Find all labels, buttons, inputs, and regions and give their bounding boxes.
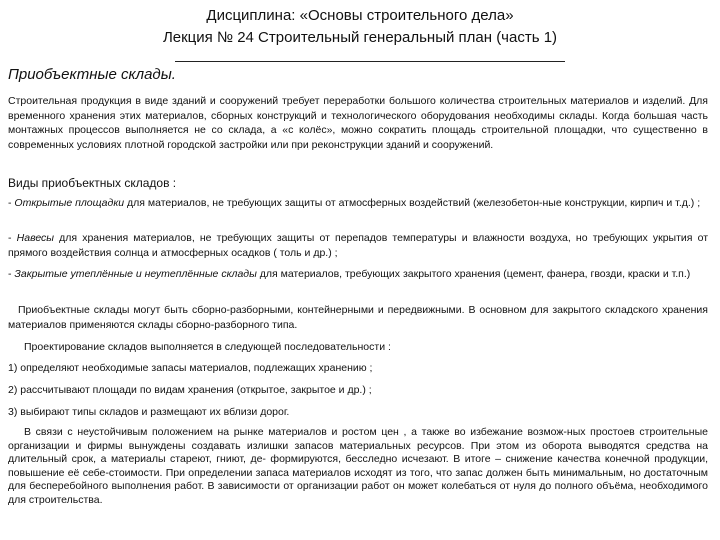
type-item-open xyxy=(8,196,708,211)
type-prefix: - xyxy=(8,232,17,244)
types-heading: Виды приобъектных складов : xyxy=(8,176,177,190)
step-3: 3) выбирают типы складов и размещают их вблизи дорог. xyxy=(8,406,290,418)
type-item-closed xyxy=(8,267,708,282)
type-prefix: - xyxy=(8,268,15,280)
type-term: Открытые площадки xyxy=(14,197,125,209)
type-text: для материалов, требующих закрытого хранения (цемент, фанера, гвозди, краски и т.п.) xyxy=(256,268,691,280)
intro-paragraph: Строительная продукция в виде зданий и сооружений требует переработки большого количества строительных материалов и изделий. Для временного хранения этих материалов, сборных конструкций и технологического оборудования необходимы склады. Когда большая часть монтажных процессов выполняется не со склада, а «с колёс», можно сократить площадь строительной площадки, что существенно в современных условиях плотной городской застройки или при реконструкции зданий и сооружений. xyxy=(8,95,708,151)
type-item-sheds xyxy=(8,231,708,260)
type-prefix: - xyxy=(8,197,15,209)
discipline-heading: Дисциплина: «Основы строительного дела» xyxy=(206,7,514,24)
type-term: Закрытые утеплённые и неутеплённые склады xyxy=(14,268,257,280)
type-term: Навесы xyxy=(16,232,55,244)
step-2: 2) рассчитывают площади по видам хранения (открытое, закрытое и др.) ; xyxy=(8,384,372,396)
types-paragraph: Приобъектные склады могут быть сборно-разборными, контейнерными и передвижными. В основном для закрытого складского хранения материалов применяются склады сборно-разборного типа. xyxy=(8,304,708,331)
type-text: для хранения материалов, не требующих защиты от перепадов температуры и влажности воздуха, но требующих укрытия от прямого воздействия солнца и атмосферных осадков ( толь и др.) ; xyxy=(8,232,708,259)
type-text: для материалов, не требующих защиты от атмосферных воздействий (железобетон-ные конструкции, кирпич и т.д.) ; xyxy=(124,197,701,209)
final-paragraph: В связи с неустойчивым положением на рынке материалов и ростом цен , а также во избежание возмож-ных простоев строительные организации и фирмы вынуждены создавать излишки запасов материальных ресурсов. При этом из оборота выводятся средства на длительный срок, а материалы стареют, гниют, де- формируются, бесследно исчезают. В итоге – снижение качества конечной продукции, повышение её себе-стоимости. При определении запаса материалов исходят из того, что запас должен быть минимальным, но достаточным для бесперебойного выполнения работ. В зависимости от организации работ он может колебаться от нуля до полного объёма, необходимого для строительства. xyxy=(8,426,708,506)
design-paragraph: Проектирование складов выполняется в следующей последовательности : xyxy=(24,341,391,353)
lecture-heading: Лекция № 24 Строительный генеральный план (часть 1) xyxy=(162,29,558,46)
section-title: Приобъектные склады. xyxy=(8,66,176,83)
step-1: 1) определяют необходимые запасы материалов, подлежащих хранению ; xyxy=(8,362,373,374)
heading-divider xyxy=(175,61,565,62)
